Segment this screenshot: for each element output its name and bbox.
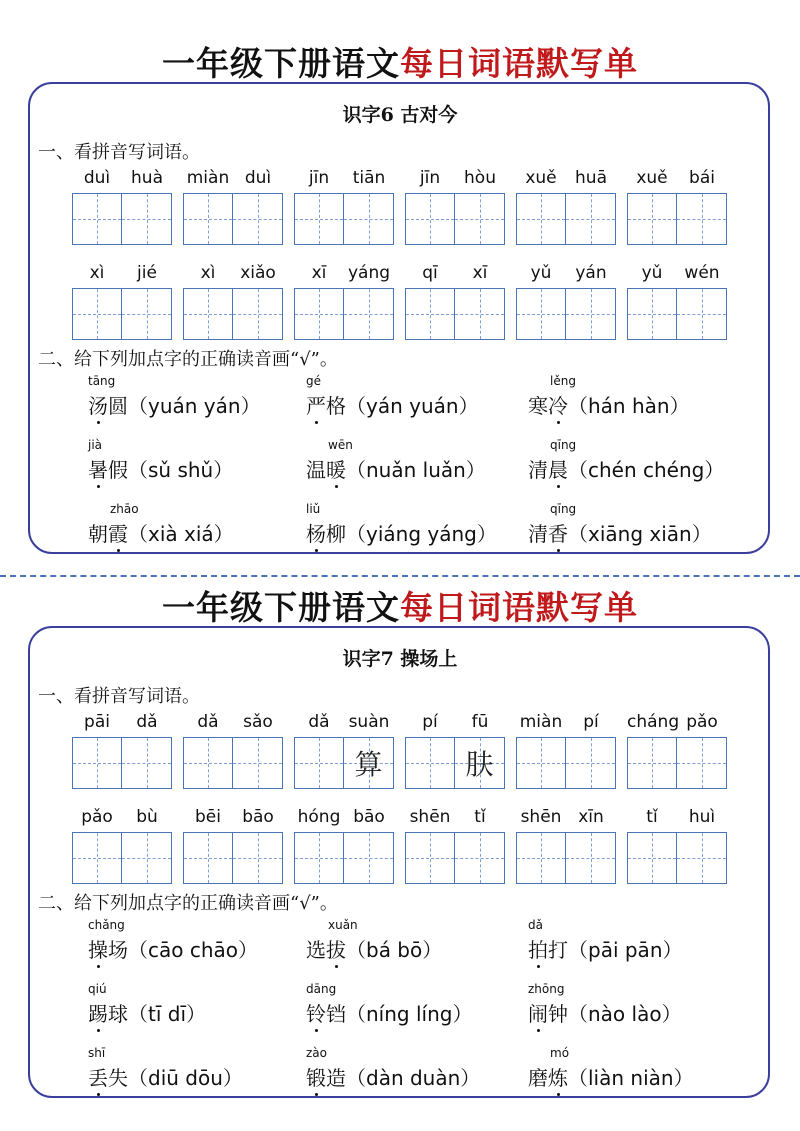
word-char: 冷 — [548, 390, 568, 419]
cut-line-divider — [0, 575, 800, 577]
section-1-heading: 一、看拼音写词语。 — [38, 142, 200, 163]
pinyin-annotation: xuǎn — [328, 918, 358, 932]
handwritten-char — [233, 738, 282, 788]
reading-options[interactable]: （yuán yán） — [128, 394, 261, 418]
tianzige-cell[interactable] — [566, 288, 616, 340]
word-char: 朝 — [88, 522, 108, 546]
pinyin-label: pǎo — [686, 712, 718, 732]
writing-grid-box[interactable] — [72, 288, 172, 340]
pinyin-label: bāo — [242, 807, 274, 827]
reading-options[interactable]: （tī dī） — [128, 1002, 207, 1026]
tianzige-cell[interactable] — [627, 737, 677, 789]
pinyin-label: cháng — [627, 712, 680, 732]
handwritten-char — [295, 194, 343, 244]
tianzige-cell[interactable] — [233, 193, 283, 245]
tianzige-cell[interactable] — [677, 193, 727, 245]
pinyin-annotation: zào — [306, 1046, 327, 1060]
handwritten-char — [184, 833, 232, 883]
word-with-options — [306, 518, 497, 547]
word-char: 暖 — [326, 454, 346, 483]
word-char: 失 — [108, 1066, 128, 1090]
word-char: 汤 — [88, 390, 108, 419]
reading-options[interactable]: （yiáng yáng） — [346, 522, 497, 546]
word-with-options — [528, 998, 682, 1027]
reading-options[interactable]: （hán hàn） — [568, 394, 690, 418]
handwritten-char — [73, 738, 121, 788]
word-with-options — [528, 390, 690, 419]
pinyin-label: dǎ — [136, 712, 158, 732]
pinyin-label: sǎo — [243, 712, 273, 732]
handwritten-char — [628, 738, 676, 788]
pinyin-label: pāi — [84, 712, 110, 732]
worksheet-title — [0, 38, 800, 85]
pinyin-label: wén — [684, 263, 720, 283]
handwritten-char — [406, 289, 454, 339]
handwritten-char — [566, 194, 615, 244]
handwritten-char — [184, 738, 232, 788]
tianzige-cell[interactable] — [122, 832, 172, 884]
word-char: 造 — [326, 1066, 346, 1090]
word-char: 拔 — [326, 934, 346, 963]
word-with-options — [306, 454, 486, 483]
handwritten-char — [122, 738, 171, 788]
word-char: 操 — [88, 934, 108, 963]
lesson-heading: 识字6 古对今 — [342, 104, 458, 126]
handwritten-char — [677, 289, 726, 339]
pinyin-label: pí — [583, 712, 599, 732]
pinyin-label: yǔ — [641, 263, 663, 283]
word-char: 暑 — [88, 454, 108, 483]
word-with-options — [528, 518, 712, 547]
pinyin-label: dǎ — [197, 712, 219, 732]
handwritten-char — [455, 194, 504, 244]
pinyin-label: xī — [472, 263, 488, 283]
pinyin-annotation: qīng — [550, 438, 577, 452]
word-char: 格 — [326, 394, 346, 418]
tianzige-cell[interactable] — [566, 832, 616, 884]
word-char: 杨 — [306, 518, 326, 547]
handwritten-char: 算 — [354, 748, 383, 781]
pinyin-label: jié — [137, 263, 157, 283]
tianzige-cell[interactable] — [566, 737, 616, 789]
word-char: 严 — [306, 390, 326, 419]
reading-options[interactable]: （dàn duàn） — [346, 1066, 481, 1090]
handwritten-char — [566, 833, 615, 883]
reading-options[interactable]: （xià xiá） — [128, 522, 234, 546]
writing-grid-box[interactable] — [294, 737, 394, 789]
reading-options[interactable]: （xiāng xiān） — [568, 522, 712, 546]
tianzige-cell[interactable] — [627, 832, 677, 884]
word-with-options — [88, 1062, 243, 1091]
writing-grid-box[interactable] — [294, 832, 394, 884]
tianzige-cell[interactable] — [183, 737, 233, 789]
tianzige-cell[interactable] — [405, 737, 455, 789]
tianzige-cell[interactable] — [294, 832, 344, 884]
handwritten-char — [628, 289, 676, 339]
writing-grid-box[interactable] — [516, 737, 616, 789]
handwritten-char — [233, 833, 282, 883]
writing-grid-box[interactable] — [627, 288, 727, 340]
handwritten-char — [295, 289, 343, 339]
handwritten-char — [677, 833, 726, 883]
handwritten-char — [406, 738, 454, 788]
pinyin-label: huā — [575, 168, 607, 188]
pinyin-annotation: wēn — [328, 438, 353, 452]
tianzige-cell[interactable] — [183, 193, 233, 245]
pinyin-annotation: mó — [550, 1046, 570, 1060]
handwritten-char — [628, 194, 676, 244]
word-char: 假 — [108, 458, 128, 482]
pinyin-annotation: zhōng — [528, 982, 565, 996]
title-red-part: 每日词语默写单 — [400, 44, 638, 83]
writing-grid-box[interactable] — [183, 288, 283, 340]
pinyin-label: shēn — [520, 807, 562, 827]
pinyin-annotation: gé — [306, 374, 321, 388]
pinyin-annotation: liǔ — [306, 502, 321, 516]
word-char: 踢 — [88, 998, 108, 1027]
word-with-options — [88, 390, 261, 419]
tianzige-cell[interactable] — [405, 193, 455, 245]
pinyin-label: xì — [200, 263, 216, 283]
word-char: 寒 — [528, 394, 548, 418]
pinyin-label: duì — [244, 168, 272, 188]
pinyin-label: xuě — [636, 168, 668, 188]
pinyin-label: jīn — [308, 168, 330, 188]
writing-grid-box[interactable] — [627, 193, 727, 245]
word-char: 丢 — [88, 1062, 108, 1091]
word-char: 闹 — [528, 998, 548, 1027]
lesson-heading: 识字7 操场上 — [342, 648, 458, 670]
tianzige-cell[interactable] — [344, 193, 394, 245]
writing-grid-box[interactable] — [72, 193, 172, 245]
tianzige-cell[interactable] — [72, 288, 122, 340]
tianzige-cell[interactable] — [233, 288, 283, 340]
word-char: 柳 — [326, 522, 346, 546]
writing-grid-box[interactable] — [72, 737, 172, 789]
word-with-options — [306, 390, 479, 419]
writing-grid-box[interactable] — [294, 288, 394, 340]
tianzige-cell[interactable] — [344, 288, 394, 340]
pinyin-label: bù — [136, 807, 158, 827]
section-2-heading: 二、给下列加点字的正确读音画“√”。 — [38, 893, 338, 914]
handwritten-char — [517, 289, 565, 339]
tianzige-cell[interactable] — [294, 737, 344, 789]
reading-options[interactable]: （níng líng） — [346, 1002, 473, 1026]
pinyin-label: tǐ — [474, 807, 486, 827]
word-with-options — [306, 1062, 480, 1091]
handwritten-char — [73, 289, 121, 339]
word-char: 场 — [108, 938, 128, 962]
pinyin-label: xì — [89, 263, 105, 283]
tianzige-cell[interactable] — [294, 193, 344, 245]
tianzige-cell[interactable] — [677, 832, 727, 884]
section-2-heading: 二、给下列加点字的正确读音画“√”。 — [38, 349, 338, 370]
handwritten-char — [517, 194, 565, 244]
word-char: 铛 — [326, 1002, 346, 1026]
word-char: 选 — [306, 938, 326, 962]
pinyin-label: miàn — [519, 712, 563, 732]
writing-grid-box[interactable] — [516, 193, 616, 245]
handwritten-char — [566, 738, 615, 788]
word-with-options — [306, 998, 472, 1027]
reading-options[interactable]: （bá bō） — [346, 938, 443, 962]
handwritten-char — [566, 289, 615, 339]
pinyin-label: yǔ — [530, 263, 552, 283]
reading-options[interactable]: （liàn niàn） — [568, 1066, 694, 1090]
pinyin-label: yán — [575, 263, 607, 283]
pinyin-label: jīn — [419, 168, 441, 188]
tianzige-cell[interactable] — [455, 193, 505, 245]
pinyin-label: xiǎo — [240, 263, 276, 283]
tianzige-cell[interactable] — [122, 288, 172, 340]
handwritten-char: 肤 — [465, 748, 494, 781]
tianzige-cell[interactable] — [627, 288, 677, 340]
word-char: 锻 — [306, 1062, 326, 1091]
handwritten-char — [406, 833, 454, 883]
pinyin-annotation: dǎ — [528, 918, 543, 932]
pinyin-label: bái — [689, 168, 715, 188]
tianzige-cell[interactable] — [516, 193, 566, 245]
word-char: 清 — [528, 522, 548, 546]
pinyin-annotation: dāng — [306, 982, 337, 996]
pinyin-annotation: qiú — [88, 982, 107, 996]
handwritten-char — [73, 833, 121, 883]
handwritten-char — [184, 194, 232, 244]
writing-grid-box[interactable] — [405, 737, 505, 789]
reading-options[interactable]: （yán yuán） — [346, 394, 479, 418]
word-char: 圆 — [108, 394, 128, 418]
pinyin-label: qī — [422, 263, 438, 283]
pinyin-label: huì — [688, 807, 716, 827]
tianzige-cell[interactable] — [122, 193, 172, 245]
reading-options[interactable]: （pāi pān） — [568, 938, 683, 962]
handwritten-char — [406, 194, 454, 244]
word-with-options — [528, 454, 724, 483]
tianzige-cell[interactable] — [516, 288, 566, 340]
pinyin-annotation: jià — [88, 438, 103, 452]
pinyin-annotation: shī — [88, 1046, 106, 1060]
handwritten-char — [517, 738, 565, 788]
handwritten-char — [677, 194, 726, 244]
handwritten-char — [628, 833, 676, 883]
reading-options[interactable]: （cāo chāo） — [128, 938, 259, 962]
tianzige-cell[interactable] — [516, 737, 566, 789]
handwritten-char — [122, 289, 171, 339]
word-char: 磨 — [528, 1066, 548, 1090]
handwritten-char — [295, 738, 343, 788]
word-with-options — [88, 454, 233, 483]
reading-options[interactable]: （chén chéng） — [568, 458, 725, 482]
pinyin-label: huà — [131, 168, 163, 188]
writing-grid-box[interactable] — [405, 193, 505, 245]
pinyin-label: suàn — [348, 712, 390, 732]
handwritten-char — [344, 289, 393, 339]
word-char: 铃 — [306, 998, 326, 1027]
pinyin-label: miàn — [186, 168, 230, 188]
pinyin-label: tǐ — [646, 807, 658, 827]
handwritten-char — [344, 194, 393, 244]
writing-grid-box[interactable] — [627, 832, 727, 884]
title-black-part: 一年级下册语文 — [162, 44, 400, 83]
tianzige-cell[interactable] — [72, 193, 122, 245]
title-black-part: 一年级下册语文 — [162, 588, 400, 627]
pinyin-annotation: tāng — [88, 374, 116, 388]
pinyin-label: hóng — [297, 807, 341, 827]
pinyin-label: xī — [311, 263, 327, 283]
word-with-options — [88, 518, 234, 547]
word-char: 球 — [108, 1002, 128, 1026]
tianzige-cell[interactable] — [344, 832, 394, 884]
pinyin-label: fū — [471, 712, 489, 732]
pinyin-label: pí — [422, 712, 438, 732]
tianzige-cell[interactable] — [294, 288, 344, 340]
writing-grid-box[interactable] — [516, 832, 616, 884]
handwritten-char — [73, 194, 121, 244]
tianzige-cell[interactable] — [455, 832, 505, 884]
pinyin-label: shēn — [409, 807, 451, 827]
tianzige-cell[interactable] — [455, 288, 505, 340]
writing-grid-box[interactable] — [294, 193, 394, 245]
word-with-options — [528, 1062, 694, 1091]
writing-grid-box[interactable] — [183, 193, 283, 245]
word-char: 炼 — [548, 1062, 568, 1091]
pinyin-label: dǎ — [308, 712, 330, 732]
tianzige-cell[interactable] — [405, 288, 455, 340]
reading-options[interactable]: （sǔ shǔ） — [128, 458, 234, 482]
word-with-options — [306, 934, 442, 963]
handwritten-char — [677, 738, 726, 788]
word-with-options — [528, 934, 683, 963]
word-char: 拍 — [528, 934, 548, 963]
handwritten-char — [233, 194, 282, 244]
tianzige-cell[interactable] — [455, 737, 505, 789]
handwritten-char — [233, 289, 282, 339]
word-with-options — [88, 934, 258, 963]
writing-grid-box[interactable] — [183, 737, 283, 789]
tianzige-cell[interactable] — [183, 288, 233, 340]
handwritten-char — [455, 289, 504, 339]
worksheet-title — [0, 582, 800, 629]
tianzige-cell[interactable] — [122, 737, 172, 789]
reading-options[interactable]: （nuǎn luǎn） — [346, 458, 486, 482]
tianzige-cell[interactable] — [344, 737, 394, 789]
word-with-options — [88, 998, 206, 1027]
tianzige-cell[interactable] — [677, 737, 727, 789]
tianzige-cell[interactable] — [566, 193, 616, 245]
pinyin-annotation: chǎng — [88, 918, 125, 932]
tianzige-cell[interactable] — [627, 193, 677, 245]
handwritten-char — [344, 833, 393, 883]
word-char: 霞 — [108, 518, 128, 547]
tianzige-cell[interactable] — [183, 832, 233, 884]
writing-grid-box[interactable] — [516, 288, 616, 340]
word-char: 温 — [306, 458, 326, 482]
pinyin-label: duì — [83, 168, 111, 188]
writing-grid-box[interactable] — [405, 832, 505, 884]
tianzige-cell[interactable] — [233, 737, 283, 789]
writing-grid-box[interactable] — [72, 832, 172, 884]
tianzige-cell[interactable] — [677, 288, 727, 340]
handwritten-char — [455, 833, 504, 883]
section-1-heading: 一、看拼音写词语。 — [38, 686, 200, 707]
reading-options[interactable]: （nào lào） — [568, 1002, 682, 1026]
handwritten-char — [295, 833, 343, 883]
title-red-part: 每日词语默写单 — [400, 588, 638, 627]
handwritten-char — [517, 833, 565, 883]
pinyin-label: pǎo — [81, 807, 113, 827]
word-char: 钟 — [548, 1002, 568, 1026]
word-char: 清 — [528, 458, 548, 482]
writing-grid-box[interactable] — [405, 288, 505, 340]
tianzige-cell[interactable] — [72, 832, 122, 884]
pinyin-annotation: qīng — [550, 502, 577, 516]
pinyin-annotation: zhāo — [110, 502, 139, 516]
handwritten-char — [122, 194, 171, 244]
pinyin-label: bāo — [353, 807, 385, 827]
pinyin-label: xuě — [525, 168, 557, 188]
pinyin-label: tiān — [352, 168, 386, 188]
pinyin-label: xīn — [578, 807, 604, 827]
writing-grid-box[interactable] — [627, 737, 727, 789]
pinyin-label: bēi — [195, 807, 221, 827]
word-char: 香 — [548, 518, 568, 547]
pinyin-annotation: lěng — [550, 374, 576, 388]
handwritten-char — [184, 289, 232, 339]
tianzige-cell[interactable] — [72, 737, 122, 789]
tianzige-cell[interactable] — [516, 832, 566, 884]
tianzige-cell[interactable] — [233, 832, 283, 884]
reading-options[interactable]: （diū dōu） — [128, 1066, 243, 1090]
pinyin-label: yáng — [347, 263, 391, 283]
pinyin-label: hòu — [464, 168, 496, 188]
handwritten-char — [122, 833, 171, 883]
writing-grid-box[interactable] — [183, 832, 283, 884]
word-char: 打 — [548, 938, 568, 962]
tianzige-cell[interactable] — [405, 832, 455, 884]
word-char: 晨 — [548, 454, 568, 483]
